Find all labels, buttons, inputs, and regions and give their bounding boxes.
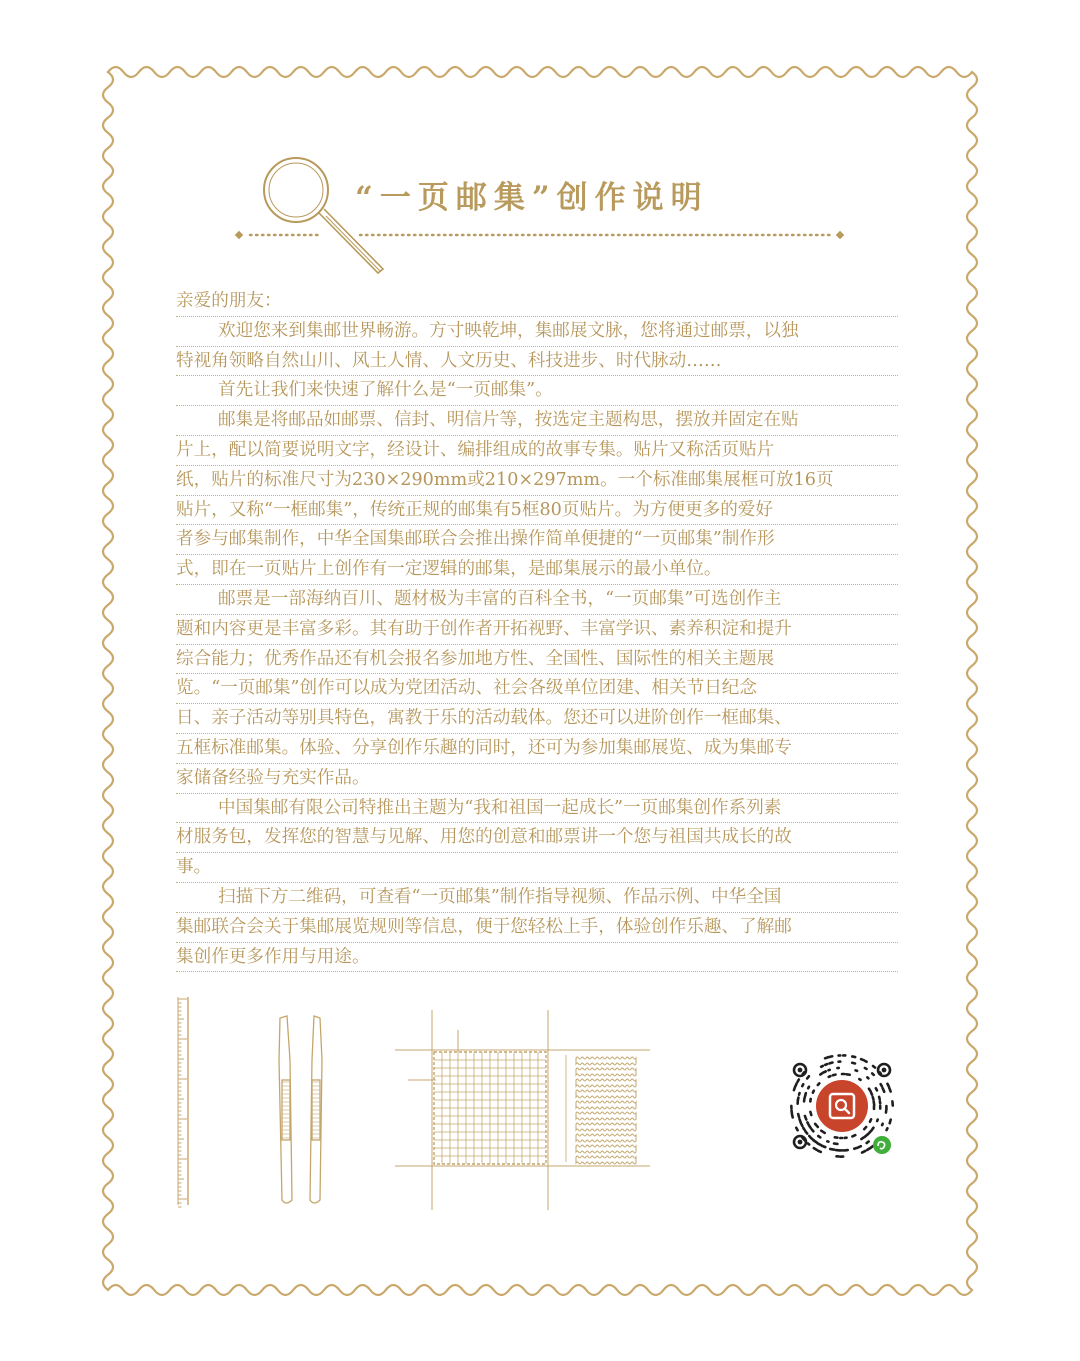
letter-line: 扫描下方二维码，可查看“一页邮集”制作指导视频、作品示例、中华全国 — [176, 883, 898, 913]
letter-line: 集创作更多作用与用途。 — [176, 943, 898, 973]
letter-line: 片上，配以简要说明文字，经设计、编排组成的故事专集。贴片又称活页贴片 — [176, 436, 898, 466]
letter-line: 事。 — [176, 853, 898, 883]
letter-line: 者参与邮集制作，中华全国集邮联合会推出操作简单便捷的“一页邮集”制作形 — [176, 525, 898, 555]
page-title: “一页邮集”创作说明 — [355, 180, 709, 216]
letter-line: 材服务包，发挥您的智慧与见解、用您的创意和邮票讲一个您与祖国共成长的故 — [176, 823, 898, 853]
mini-program-qr-code[interactable] — [786, 1050, 898, 1162]
letter-line: 家储备经验与充实作品。 — [176, 764, 898, 794]
letter-line: 特视角领略自然山川、风土人情、人文历史、科技进步、时代脉动…… — [176, 347, 898, 377]
letter-line: 日、亲子活动等别具特色，寓教于乐的活动载体。您还可以进阶创作一框邮集、 — [176, 704, 898, 734]
grid-template-icon — [395, 1010, 650, 1210]
letter-line: 题和内容更是丰富多彩。其有助于创作者开拓视野、丰富学识、素养积淀和提升 — [176, 615, 898, 645]
letter-line: 五框标准邮集。体验、分享创作乐趣的同时，还可为参加集邮展览、成为集邮专 — [176, 734, 898, 764]
letter-line: 贴片，又称“一框邮集”，传统正规的邮集有5框80页贴片。为方便更多的爱好 — [176, 496, 898, 526]
ruler-icon — [178, 997, 188, 1207]
letter-line: 综合能力；优秀作品还有机会报名参加地方性、全国性、国际性的相关主题展 — [176, 645, 898, 675]
letter-line: 纸，贴片的标准尺寸为230×290mm或210×297mm。一个标准邮集展框可放16页 — [176, 466, 898, 496]
letter-line: 邮票是一部海纳百川、题材极为丰富的百科全书，“一页邮集”可选创作主 — [176, 585, 898, 615]
mini-program-icon — [873, 1136, 891, 1154]
letter-line: 亲爱的朋友： — [176, 287, 898, 317]
letter-line: 欢迎您来到集邮世界畅游。方寸映乾坤，集邮展文脉，您将通过邮票，以独 — [176, 317, 898, 347]
letter-line: 首先让我们来快速了解什么是“一页邮集”。 — [176, 376, 898, 406]
letter-line: 中国集邮有限公司特推出主题为“我和祖国一起成长”一页邮集创作系列素 — [176, 794, 898, 824]
letter-line: 览。“一页邮集”创作可以成为党团活动、社会各级单位团建、相关节日纪念 — [176, 674, 898, 704]
letter-line: 集邮联合会关于集邮展览规则等信息，便于您轻松上手，体验创作乐趣、了解邮 — [176, 913, 898, 943]
letter-line: 邮集是将邮品如邮票、信封、明信片等，按选定主题构思，摆放并固定在贴 — [176, 406, 898, 436]
tweezers-icon — [279, 1016, 322, 1203]
letter-line: 式，即在一页贴片上创作有一定逻辑的邮集，是邮集展示的最小单位。 — [176, 555, 898, 585]
